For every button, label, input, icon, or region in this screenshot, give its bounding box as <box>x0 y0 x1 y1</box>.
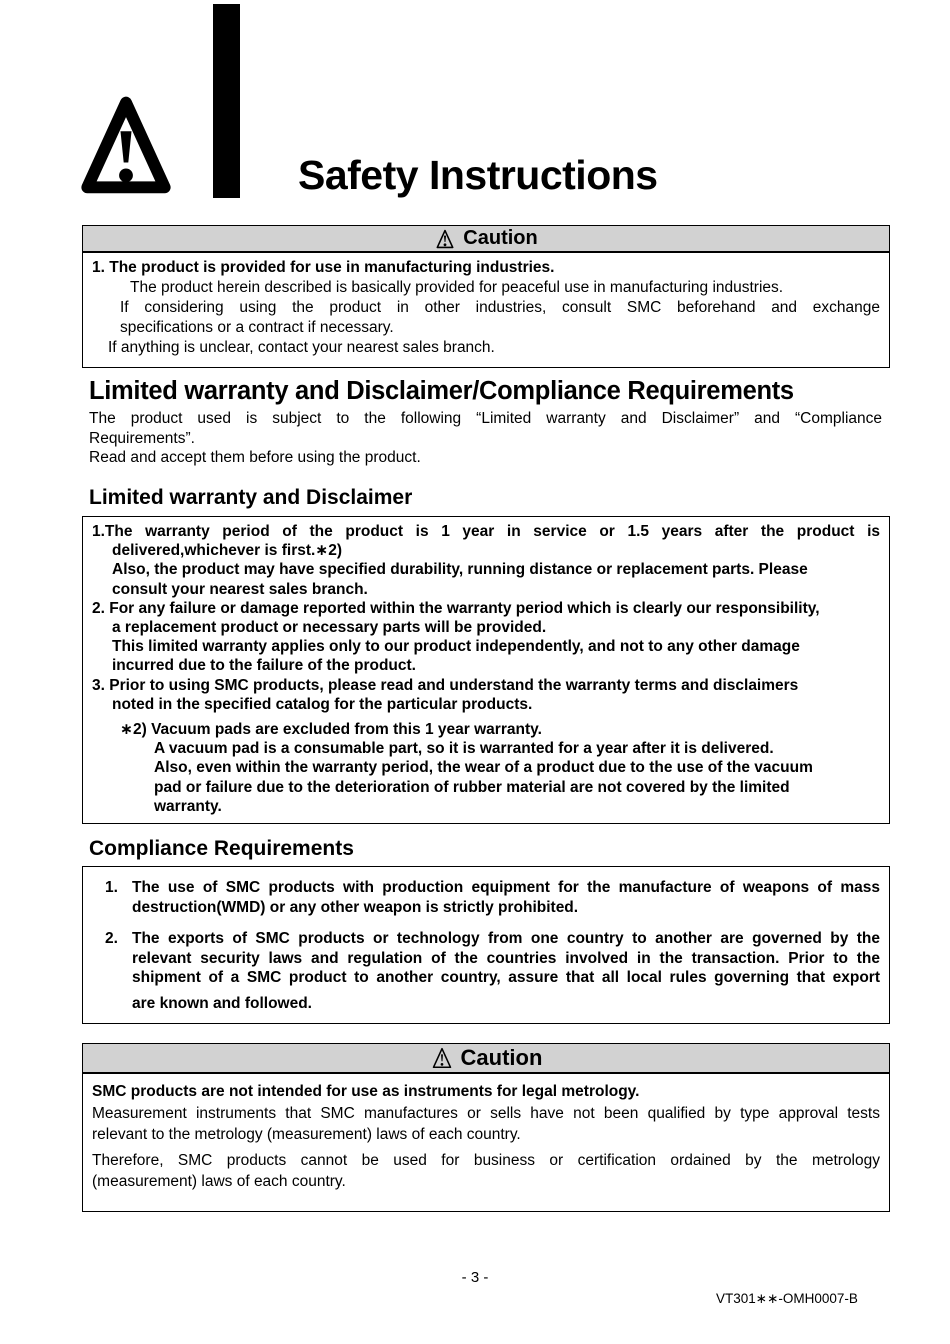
subheading-compliance-requirements: Compliance Requirements <box>89 837 354 860</box>
compliance-line: shipment of a SMC product to another country, assure that all local rules governing that export <box>132 969 880 986</box>
vertical-black-bar-decoration <box>213 4 240 198</box>
warranty-footnote-line: ∗2) Vacuum pads are excluded from this 1 year warranty. <box>120 721 542 739</box>
warranty-line: 1.The warranty period of the product is 1 year in service or 1.5 years after the product is <box>92 523 880 540</box>
caution-header-label: Caution <box>463 227 538 249</box>
warranty-line: consult your nearest sales branch. <box>112 580 368 598</box>
warning-triangle-icon <box>80 92 172 198</box>
intro-paragraph <box>89 409 882 468</box>
caution-header-label: Caution <box>460 1045 543 1070</box>
warranty-line: noted in the specified catalog for the particular products. <box>112 695 533 713</box>
warranty-line: Also, the product may have specified durability, running distance or replacement parts. Please <box>112 561 808 579</box>
caution-box-1 <box>82 225 890 368</box>
compliance-line: destruction(WMD) or any other weapon is strictly prohibited. <box>132 898 579 916</box>
page-number: - 3 - <box>461 1269 489 1286</box>
intro-line: Read and accept them before using the product. <box>89 449 421 466</box>
caution1-line: specifications or a contract if necessary. <box>120 319 394 336</box>
warranty-line: This limited warranty applies only to our product independently, and not to any other damage <box>112 638 800 656</box>
warning-triangle-icon <box>430 1047 454 1069</box>
caution2-line: Therefore, SMC products cannot be used for business or certification ordained by the metrology <box>92 1151 880 1169</box>
warranty-footnote-line: A vacuum pad is a consumable part, so it is warranted for a year after it is delivered. <box>154 740 774 758</box>
caution1-line: 1. The product is provided for use in manufacturing industries. <box>92 259 555 276</box>
caution2-line: Measurement instruments that SMC manufactures or sells have not been qualified by type approval tests <box>92 1104 880 1122</box>
section-heading-warranty-compliance: Limited warranty and Disclaimer/Compliance Requirements <box>89 377 794 405</box>
warranty-footnote-line: pad or failure due to the deterioration of rubber material are not covered by the limited <box>154 778 790 796</box>
caution2-line: relevant to the metrology (measurement) laws of each country. <box>92 1126 521 1143</box>
compliance-line: relevant security laws and regulation of the countries involved in the transaction. Prior to the <box>132 949 880 967</box>
caution-header <box>83 226 889 253</box>
intro-line: Requirements”. <box>89 429 195 447</box>
caution-body <box>83 1074 889 1211</box>
warranty-line: a replacement product or necessary parts will be provided. <box>112 619 547 637</box>
limited-warranty-box <box>82 516 890 824</box>
item-number: 1. <box>105 879 118 896</box>
warranty-footnote-line: warranty. <box>154 797 222 815</box>
warranty-footnote-line: Also, even within the warranty period, the wear of a product due to the use of the vacuum <box>154 759 813 777</box>
caution-body <box>83 253 889 367</box>
compliance-item <box>92 878 880 917</box>
caution-box-2 <box>82 1043 890 1212</box>
intro-line: The product used is subject to the following “Limited warranty and Disclaimer” and “Compliance <box>89 410 882 427</box>
item-number: 2. <box>105 930 118 947</box>
warranty-line: incurred due to the failure of the product. <box>112 657 416 675</box>
caution2-line: SMC products are not intended for use as instruments for legal metrology. <box>92 1083 640 1100</box>
compliance-line: The use of SMC products with production equipment for the manufacture of weapons of mass <box>132 879 880 896</box>
caution1-line: If considering using the product in other industries, consult SMC beforehand and exchange <box>120 299 880 316</box>
compliance-item <box>92 929 880 1013</box>
page-title: Safety Instructions <box>298 152 658 198</box>
compliance-line: are known and followed. <box>132 994 312 1012</box>
caution1-line: The product herein described is basically provided for peaceful use in manufacturing industries. <box>130 279 784 296</box>
subheading-limited-warranty: Limited warranty and Disclaimer <box>89 486 413 509</box>
warranty-line: delivered,whichever is first.∗2) <box>112 542 343 560</box>
compliance-line: The exports of SMC products or technology from one country to another are governed by the <box>132 930 880 947</box>
caution2-line: (measurement) laws of each country. <box>92 1173 346 1190</box>
warranty-line: 3. Prior to using SMC products, please read and understand the warranty terms and disclaimers <box>92 676 799 694</box>
caution-header <box>83 1044 889 1074</box>
document-number: VT301∗∗-OMH0007-B <box>716 1291 858 1306</box>
compliance-requirements-box <box>82 866 890 1024</box>
warranty-line: 2. For any failure or damage reported within the warranty period which is clearly our responsibility, <box>92 599 820 617</box>
caution1-line: If anything is unclear, contact your nearest sales branch. <box>108 339 495 356</box>
warning-triangle-icon <box>434 229 456 249</box>
